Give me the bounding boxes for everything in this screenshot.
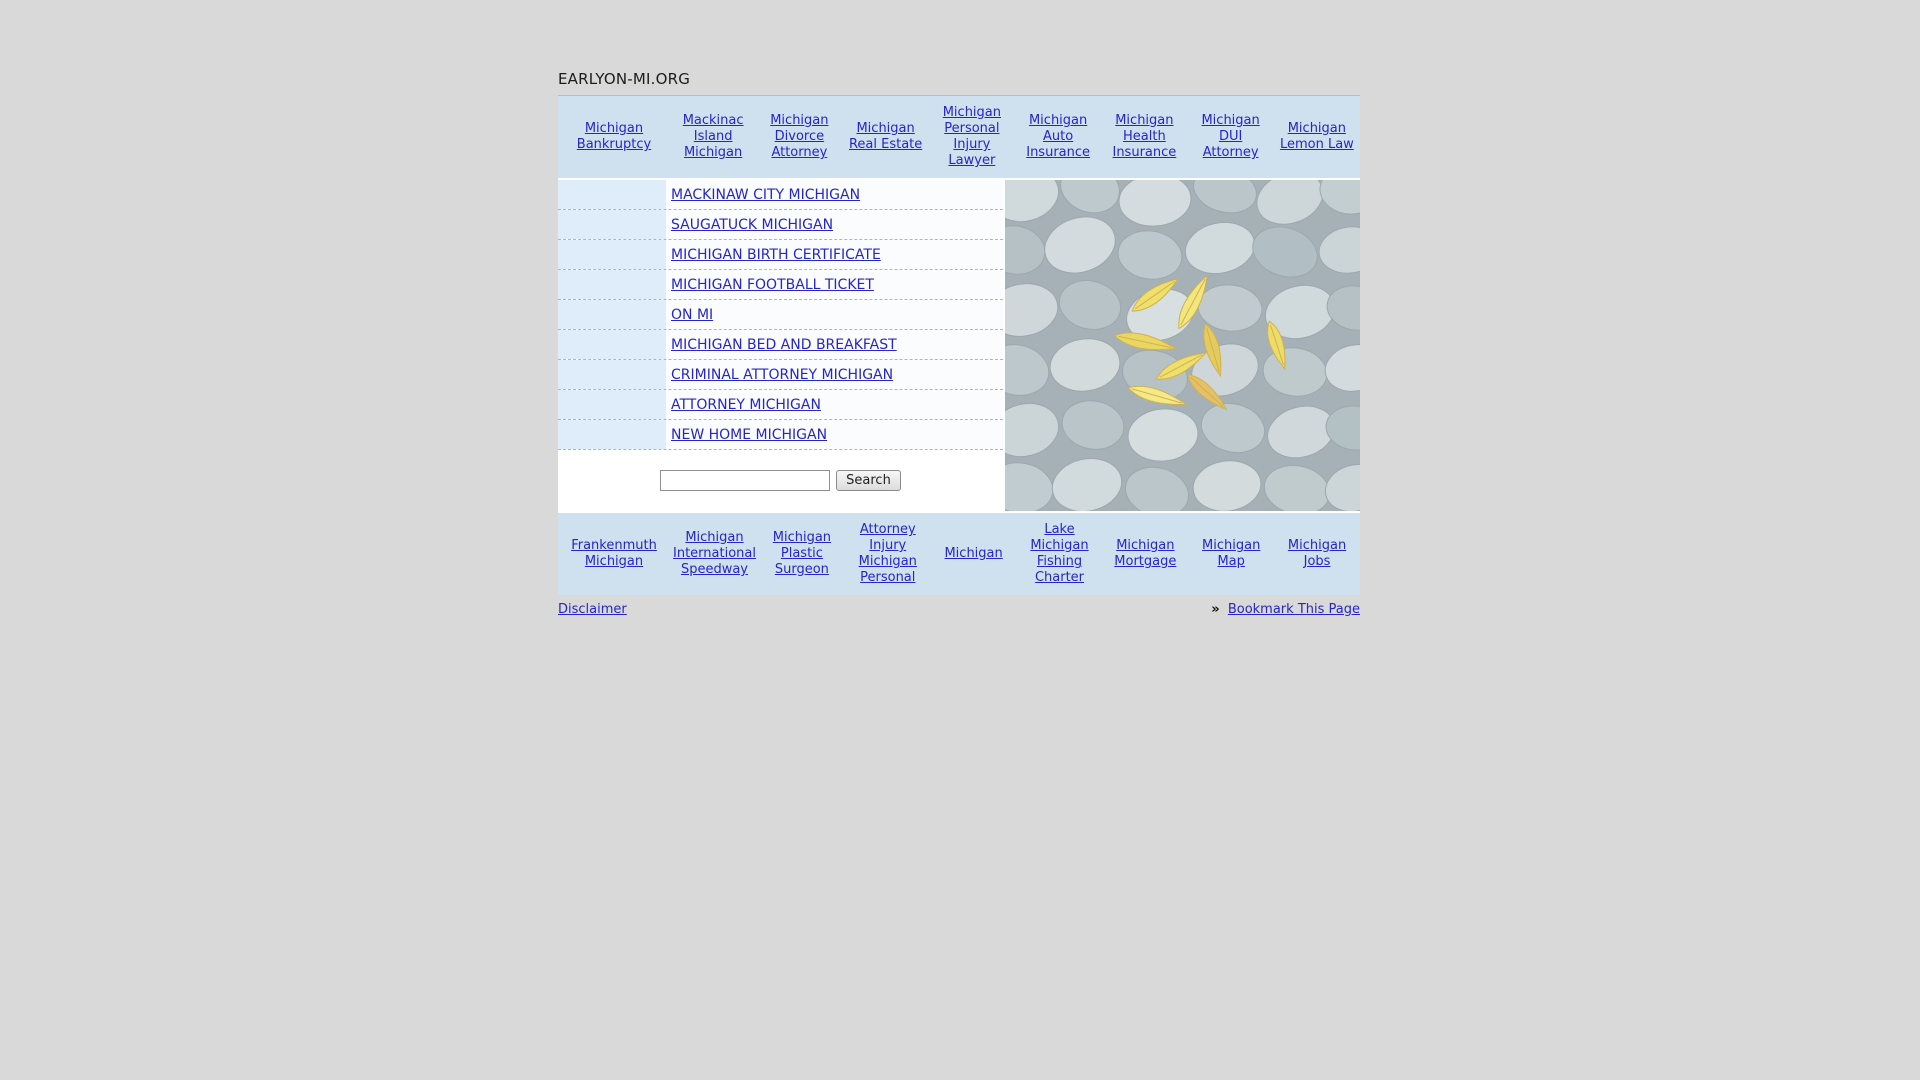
row-left-spacer bbox=[558, 330, 668, 359]
list-item bbox=[558, 390, 1003, 420]
bookmark-wrap bbox=[1211, 602, 1360, 617]
bottom-nav-link-michigan-mortgage[interactable]: Michigan Mortgage bbox=[1114, 538, 1177, 569]
top-nav-link-mackinac-island-michigan[interactable]: Mackinac Island Michigan bbox=[682, 113, 744, 160]
list-item bbox=[558, 420, 1003, 450]
row-left-spacer bbox=[558, 390, 668, 419]
main-content bbox=[558, 180, 1360, 511]
listing-column bbox=[558, 180, 1003, 511]
bottom-nav-link-michigan[interactable]: Michigan bbox=[944, 546, 1003, 561]
top-nav-link-michigan-auto-insurance[interactable]: Michigan Auto Insurance bbox=[1026, 113, 1091, 160]
list-item bbox=[558, 330, 1003, 360]
bottom-nav-link-lake-michigan-fishing-charter[interactable]: Lake Michigan Fishing Charter bbox=[1030, 522, 1089, 585]
row-left-spacer bbox=[558, 420, 668, 449]
top-nav-link-michigan-health-insurance[interactable]: Michigan Health Insurance bbox=[1112, 113, 1177, 160]
search-button[interactable]: Search bbox=[836, 470, 901, 491]
bottom-nav bbox=[558, 511, 1360, 595]
top-nav-link-michigan-personal-injury-lawyer[interactable]: Michigan Personal Injury Lawyer bbox=[942, 105, 1002, 168]
search-input[interactable] bbox=[660, 470, 830, 491]
row-left-spacer bbox=[558, 270, 668, 299]
row-left-spacer bbox=[558, 180, 668, 209]
page-title: EARLYON-MI.ORG bbox=[558, 70, 691, 88]
listing-link-michigan-football-ticket[interactable]: MICHIGAN FOOTBALL TICKET bbox=[671, 276, 874, 293]
listing-link-michigan-bed-and-breakfast[interactable]: MICHIGAN BED AND BREAKFAST bbox=[671, 336, 897, 353]
row-left-spacer bbox=[558, 300, 668, 329]
listing-link-saugatuck-michigan[interactable]: SAUGATUCK MICHIGAN bbox=[671, 216, 834, 233]
top-nav-link-michigan-divorce-attorney[interactable]: Michigan Divorce Attorney bbox=[770, 113, 829, 160]
listing-link-michigan-birth-certificate[interactable]: MICHIGAN BIRTH CERTIFICATE bbox=[671, 246, 881, 263]
list-item bbox=[558, 180, 1003, 210]
top-nav-link-michigan-lemon-law[interactable]: Michigan Lemon Law bbox=[1279, 121, 1354, 152]
listing-link-mackinaw-city-michigan[interactable]: MACKINAW CITY MICHIGAN bbox=[671, 186, 861, 203]
top-nav bbox=[558, 95, 1360, 180]
pebbles-leaves-photo bbox=[1003, 180, 1358, 511]
list-item bbox=[558, 360, 1003, 390]
pebbles-leaves-illustration bbox=[1005, 180, 1360, 511]
list-item bbox=[558, 300, 1003, 330]
list-item bbox=[558, 240, 1003, 270]
top-nav-link-michigan-dui-attorney[interactable]: Michigan DUI Attorney bbox=[1201, 113, 1260, 160]
row-left-spacer bbox=[558, 210, 668, 239]
list-item bbox=[558, 210, 1003, 240]
bottom-nav-link-michigan-jobs[interactable]: Michigan Jobs bbox=[1287, 538, 1347, 569]
top-nav-link-michigan-real-estate[interactable]: Michigan Real Estate bbox=[848, 121, 923, 152]
bookmark-this-page-link[interactable]: Bookmark This Page bbox=[1227, 602, 1360, 617]
listing-link-criminal-attorney-michigan[interactable]: CRIMINAL ATTORNEY MICHIGAN bbox=[671, 366, 894, 383]
search-bar bbox=[558, 450, 1003, 511]
bottom-nav-link-attorney-injury-michigan-personal[interactable]: Attorney Injury Michigan Personal bbox=[858, 522, 917, 585]
bottom-nav-link-michigan-plastic-surgeon[interactable]: Michigan Plastic Surgeon bbox=[772, 530, 832, 577]
list-item bbox=[558, 270, 1003, 300]
bottom-nav-link-michigan-international-speedway[interactable]: Michigan International Speedway bbox=[673, 530, 756, 577]
row-left-spacer bbox=[558, 240, 668, 269]
bottom-nav-link-michigan-map[interactable]: Michigan Map bbox=[1202, 538, 1261, 569]
listing-link-new-home-michigan[interactable]: NEW HOME MICHIGAN bbox=[671, 426, 828, 443]
double-angle-icon: » bbox=[1211, 602, 1220, 617]
listing-link-on-mi[interactable]: ON MI bbox=[671, 306, 714, 323]
listing-link-attorney-michigan[interactable]: ATTORNEY MICHIGAN bbox=[671, 396, 821, 413]
disclaimer-link[interactable]: Disclaimer bbox=[558, 602, 627, 617]
top-nav-link-michigan-bankruptcy[interactable]: Michigan Bankruptcy bbox=[576, 121, 652, 152]
bottom-nav-link-frankenmuth-michigan[interactable]: Frankenmuth Michigan bbox=[571, 538, 657, 569]
footer bbox=[558, 602, 1360, 617]
row-left-spacer bbox=[558, 360, 668, 389]
content-container bbox=[558, 70, 1360, 617]
